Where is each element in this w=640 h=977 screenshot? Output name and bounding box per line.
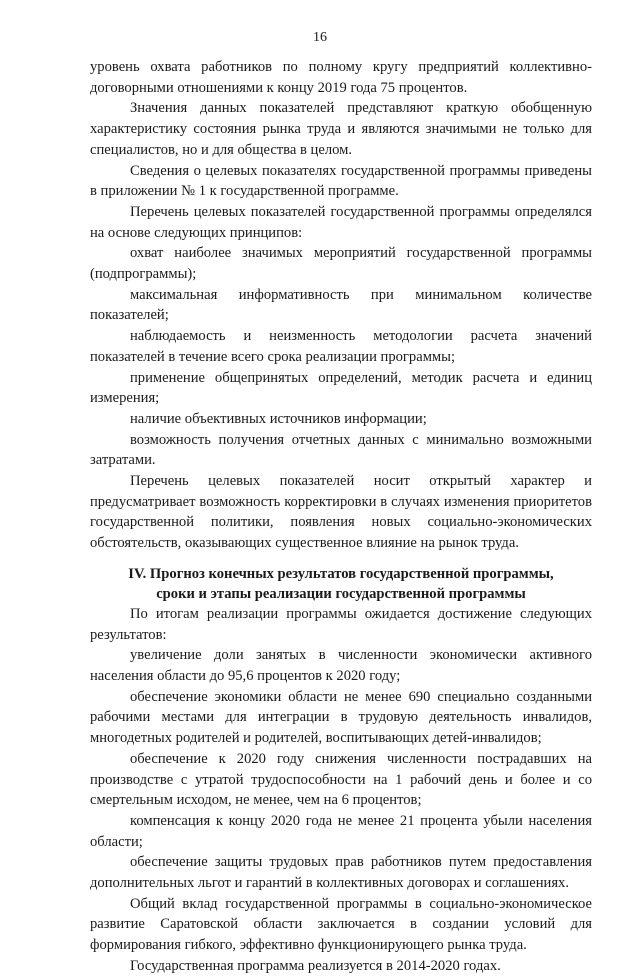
list-item: максимальная информативность при минимальном количестве показателей;	[90, 286, 592, 324]
list-item: обеспечение защиты трудовых прав работников путем предоставления дополнительных льгот и гарантий в коллективных договорах и соглашениях.	[90, 854, 592, 892]
paragraph: Значения данных показателей представляют краткую обобщенную характеристику состояния рынка труда и являются значимыми не только для специалистов, но и для общества в целом.	[90, 100, 592, 158]
list-item: охват наиболее значимых мероприятий государственной программы (подпрограммы);	[90, 245, 592, 283]
section-heading-line: IV. Прогноз конечных результатов государственной программы,	[128, 565, 554, 582]
list-item: наблюдаемость и неизменность методологии расчета значений показателей в течение всего срока реализации программы;	[90, 328, 592, 365]
list-item: компенсация к концу 2020 года не менее 21 процента убыли населения области;	[90, 812, 592, 850]
list-item: обеспечение к 2020 году снижения численности пострадавших на производстве с утратой трудоспособности на 1 рабочий день и более и со смертельным исходом, не менее, чем на 6 процентов;	[90, 750, 592, 809]
document-body	[90, 57, 592, 977]
paragraph: Общий вклад государственной программы в социально-экономическое развитие Саратовской области заключается в создании условий для формирования гибкого, эффективно функционирующего рынка труда.	[90, 895, 592, 954]
page-number: 16	[313, 30, 327, 45]
list-item: наличие объективных источников информации;	[130, 410, 427, 427]
section-heading	[90, 564, 592, 604]
paragraph: По итогам реализации программы ожидается достижение следующих результатов:	[90, 605, 592, 643]
list-item: применение общепринятых определений, методик расчета и единиц измерения;	[90, 369, 592, 407]
paragraph: Перечень целевых показателей государственной программы определялся на основе следующих принципов:	[90, 203, 592, 241]
paragraph: уровень охвата работников по полному кругу предприятий коллективно-договорными отношениями к концу 2019 года 75 процентов.	[90, 59, 592, 96]
list-item: увеличение доли занятых в численности экономически активного населения области до 95,6 процентов к 2020 году;	[90, 647, 592, 684]
paragraph: Перечень целевых показателей носит открытый характер и предусматривает возможность корректировки в случаях изменения приоритетов государственной политики, появления новых социально-экономических обстоятельств, оказывающих существенное влияние на рынок труда.	[90, 473, 592, 552]
section-heading-line: сроки и этапы реализации государственной программы	[156, 585, 526, 602]
list-item: возможность получения отчетных данных с минимально возможными затратами.	[90, 431, 592, 469]
paragraph: Сведения о целевых показателях государственной программы приведены в приложении № 1 к государственной программе.	[90, 162, 592, 200]
paragraph: Государственная программа реализуется в 2014-2020 годах.	[130, 957, 501, 974]
list-item: обеспечение экономики области не менее 690 специально созданными рабочими местами для интеграции в трудовую деятельность инвалидов, многодетных родителей и родителей, воспитывающих детей-инвалидов;	[90, 688, 592, 747]
